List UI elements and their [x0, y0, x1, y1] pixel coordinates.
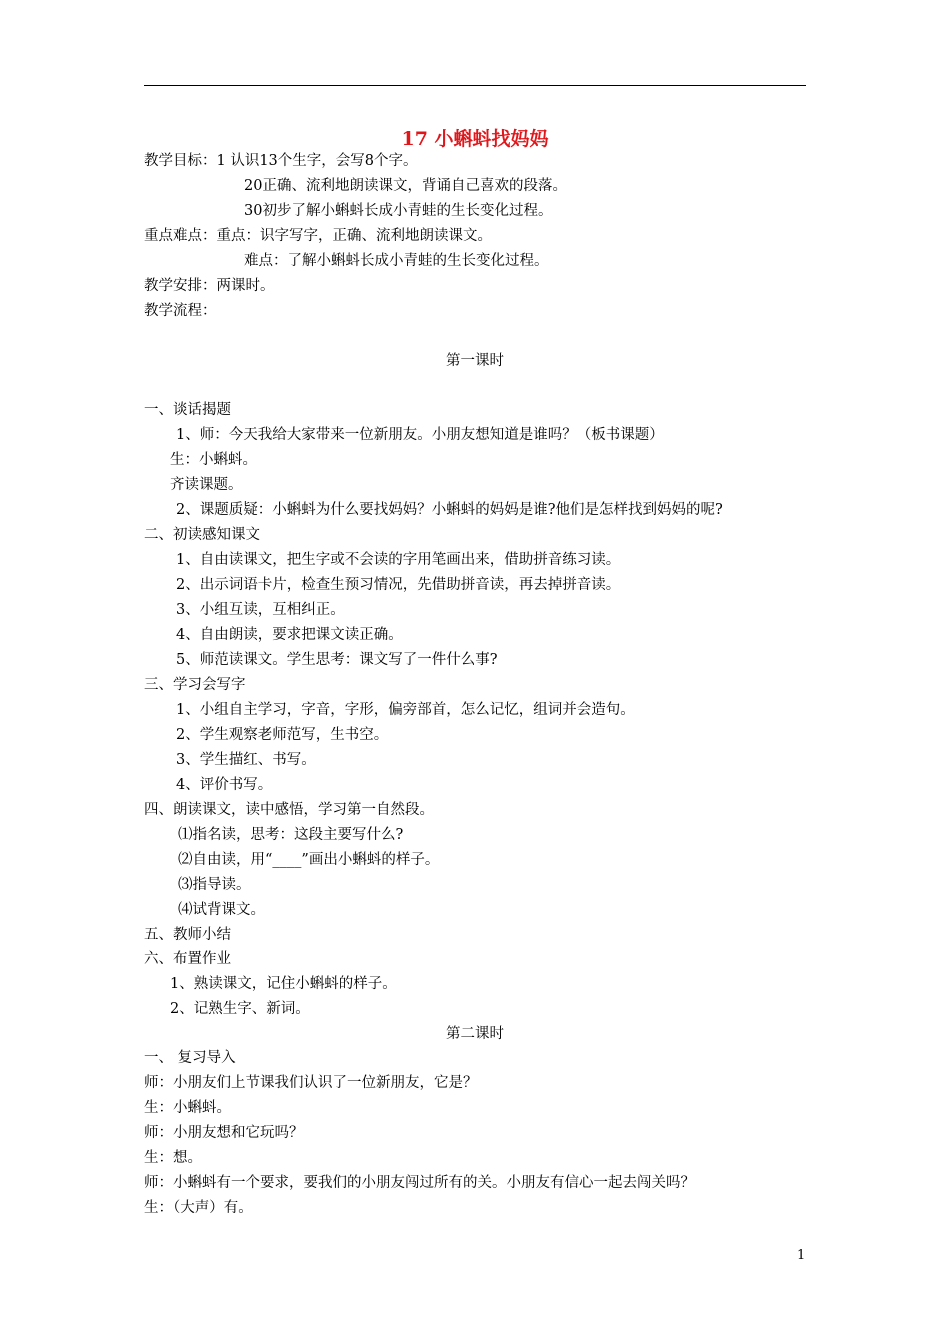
objective-line-3: 30初步了解小蝌蚪长成小青蛙的生长变化过程。: [244, 203, 553, 219]
body-line: 1、熟读课文，记住小蝌蚪的样子。: [170, 976, 397, 992]
body-line: 4、评价书写。: [176, 777, 273, 793]
body-line: 齐读课题。: [170, 477, 243, 493]
schedule-line: 教学安排：两课时。: [144, 278, 275, 294]
body-line: 1、自由读课文，把生字或不会读的字用笔画出来，借助拼音练习读。: [176, 552, 621, 568]
body-line: 生：小蝌蚪。: [170, 452, 257, 468]
body-line: ⑴指名读，思考：这段主要写什么?: [178, 827, 404, 843]
body-line: 2、课题质疑：小蝌蚪为什么要找妈妈？小蝌蚪的妈妈是谁?他们是怎样找到妈妈的呢?: [176, 502, 723, 518]
body-line: 2、出示词语卡片，检查生预习情况，先借助拼音读，再去掉拼音读。: [176, 577, 621, 593]
section-heading: 一、谈话揭题: [144, 402, 231, 418]
second-lesson-heading: 第二课时: [446, 1026, 504, 1042]
lesson-title: 17 小蝌蚪找妈妈: [401, 128, 549, 150]
body-line: 3、学生描红、书写。: [176, 752, 316, 768]
section-heading: 二、初读感知课文: [144, 527, 260, 543]
key-points-line: 重点难点：重点：识字写字，正确、流利地朗读课文。: [144, 228, 492, 244]
body-line: 2、记熟生字、新词。: [170, 1001, 310, 1017]
first-lesson-heading: 第一课时: [446, 353, 504, 369]
body-line: 1、师：今天我给大家带来一位新朋友。小朋友想知道是谁吗？（板书课题）: [176, 427, 664, 443]
body-line: 2、学生观察老师范写，生书空。: [176, 727, 389, 743]
header-rule: [144, 85, 806, 86]
body-line: 4、自由朗读，要求把课文读正确。: [176, 627, 403, 643]
section-heading: 三、学习会写字: [144, 677, 246, 693]
section-heading: 五、教师小结: [144, 927, 231, 943]
section-heading: 六、布置作业: [144, 951, 231, 967]
dialogue-line: 生：（大声）有。: [144, 1200, 253, 1216]
dialogue-line: 师：小朋友想和它玩吗？: [144, 1125, 304, 1141]
dialogue-line: 生：想。: [144, 1150, 202, 1166]
difficulty-line: 难点：了解小蝌蚪长成小青蛙的生长变化过程。: [244, 253, 549, 269]
body-line: 3、小组互读，互相纠正。: [176, 602, 345, 618]
section-heading: 四、朗读课文，读中感悟，学习第一自然段。: [144, 802, 434, 818]
process-line: 教学流程：: [144, 303, 217, 319]
objective-line-1: 教学目标：1 认识13个生字，会写8个字。: [144, 153, 418, 169]
dialogue-line: 生：小蝌蚪。: [144, 1100, 231, 1116]
dialogue-line: 师：小朋友们上节课我们认识了一位新朋友，它是？: [144, 1075, 478, 1091]
objective-line-2: 20正确、流利地朗读课文，背诵自己喜欢的段落。: [244, 178, 567, 194]
body-line: 5、师范读课文。学生思考：课文写了一件什么事?: [176, 652, 498, 668]
body-line: ⑷试背课文。: [178, 902, 265, 918]
section-heading: 一、 复习导入: [144, 1050, 236, 1066]
body-line: ⑵自由读，用“____”画出小蝌蚪的样子。: [178, 852, 440, 868]
body-line: ⑶指导读。: [178, 877, 251, 893]
body-line: 1、小组自主学习，字音，字形，偏旁部首，怎么记忆，组词并会造句。: [176, 702, 635, 718]
page-number: 1: [797, 1248, 806, 1263]
dialogue-line: 师：小蝌蚪有一个要求，要我们的小朋友闯过所有的关。小朋友有信心一起去闯关吗？: [144, 1175, 695, 1191]
